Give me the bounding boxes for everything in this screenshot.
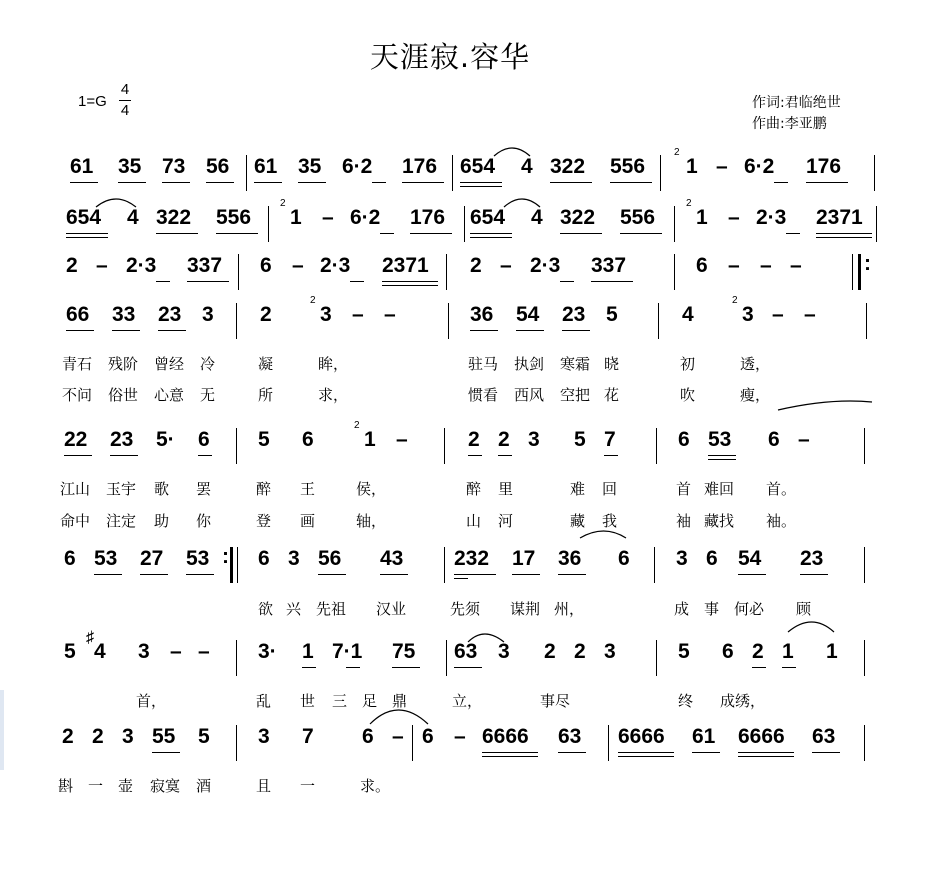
note-group: – [728,254,740,277]
lyric: 西风 [514,386,545,404]
note-group: 2 [470,254,482,277]
note-group: 3 [138,640,150,663]
note-group: 556 [620,206,656,229]
lyric: 世 [300,692,316,710]
note-group: – [760,254,772,277]
note-group: 75 [392,640,416,663]
lyric: 晓 [604,355,620,373]
lyric: 惯看 [468,386,499,404]
note-group: 5 [678,640,690,663]
lyric: 首 [676,480,692,498]
note-group: 6666 [738,725,785,748]
note-group: 2371 [382,254,429,277]
note-group: – [392,725,404,748]
note-group: 63 [812,725,836,748]
note-group: 3 [676,547,688,570]
lyric: 一 [88,777,104,795]
lyric: 不问 [62,386,93,404]
note-group: 322 [156,206,192,229]
lyric: 瘦， [740,386,771,404]
lyric: 斟 [58,777,74,795]
note-group: 1 [302,640,314,663]
note-group: 5 [574,428,586,451]
lyric: 罢 [196,480,212,498]
lyric: 汉业 [376,600,407,618]
note-group: 5 [258,428,270,451]
note-group: 556 [610,155,646,178]
note-group: 23 [562,303,586,326]
lyric: 何必 [734,600,765,618]
note-group: 2 [260,303,272,326]
grace-note: 2 [280,198,286,209]
note-group: 4 [682,303,694,326]
note-group: 5· [156,428,175,451]
note-group: 56 [318,547,342,570]
lyric: 你 [196,512,212,530]
lyric: 回 [602,480,618,498]
note-group: 3 [604,640,616,663]
note-group: 654 [470,206,506,229]
key-signature: 1=G [78,93,107,110]
note-group: 3· [258,640,277,663]
note-group: 6 [302,428,314,451]
lyric: 一 [300,777,316,795]
note-group: 2371 [816,206,863,229]
lyric: 命中 [60,512,91,530]
note-group: 2·3 [320,254,351,277]
note-group: 3 [528,428,540,451]
lyric: 谋荆 [510,600,541,618]
note-group: 63 [454,640,478,663]
note-group: 6 [706,547,718,570]
note-group: – [454,725,466,748]
lyric: 醉 [256,480,272,498]
note-group: 5 [198,725,210,748]
note-group: 1 [290,206,302,229]
note-group: 7 [604,428,616,451]
note-group: – [322,206,334,229]
lyric: 事 [704,600,720,618]
lyric: 注定 [106,512,137,530]
note-group: 1 [782,640,794,663]
lyric: 求。 [360,777,391,795]
grace-note: 2 [674,147,680,158]
note-group: – [384,303,396,326]
lyric: 州， [554,600,585,618]
lyric: 我 [602,512,618,530]
lyric: 轴， [356,512,387,530]
note-group: 22 [64,428,88,451]
lyric: 成 [674,600,690,618]
note-group: 6 [618,547,630,570]
note-group: 63 [558,725,582,748]
lyric: 侯， [356,480,387,498]
time-signature-bottom: 4 [120,102,130,119]
lyric: 曾经 [154,355,185,373]
lyric: 执剑 [514,355,545,373]
note-group: 232 [454,547,490,570]
note-group: 3 [122,725,134,748]
note-group: 1 [686,155,698,178]
note-group: – [292,254,304,277]
grace-note: 2 [310,295,316,306]
note-group: – [716,155,728,178]
time-signature-top: 4 [120,81,130,98]
note-group: 3 [258,725,270,748]
note-group: – [772,303,784,326]
note-group: – [798,428,810,451]
note-group: 6·2 [350,206,381,229]
note-group: 4 [521,155,533,178]
note-group: – [352,303,364,326]
lyric: 三 [332,692,348,710]
note-group: 54 [738,547,762,570]
lyric: 立， [452,692,483,710]
lyric: 藏找 [704,512,735,530]
grace-note: 2 [686,198,692,209]
lyric: 残阶 [108,355,139,373]
note-group: 176 [806,155,842,178]
note-group: 3 [288,547,300,570]
note-group: 6·2 [744,155,775,178]
lyric: 难 [570,480,586,498]
note-group: – [396,428,408,451]
note-group: 2·3 [756,206,787,229]
lyric: 藏 [570,512,586,530]
note-group: 6 [696,254,708,277]
lyric: 顾 [796,600,812,618]
note-group: 2 [62,725,74,748]
note-group: 3 [202,303,214,326]
note-group: 6666 [482,725,529,748]
note-group: 6 [768,428,780,451]
lyric: 花 [604,386,620,404]
note-group: 3 [498,640,510,663]
lyric: 驻马 [468,355,499,373]
lyric: 足 [362,692,378,710]
note-group: 55 [152,725,176,748]
note-group: 6 [64,547,76,570]
note-group: 7 [302,725,314,748]
lyric: 画 [300,512,316,530]
lyric: 登 [256,512,272,530]
note-group: 6 [258,547,270,570]
lyric: 玉宇 [106,480,137,498]
lyric: 所 [258,386,274,404]
note-group: 53 [94,547,118,570]
lyric: 心意 [154,386,185,404]
grace-note: 2 [732,295,738,306]
lyric: 王 [300,480,316,498]
lyric: 先祖 [316,600,347,618]
note-group: 1 [826,640,838,663]
lyric: 且 [256,777,272,795]
composer-credit: 作曲:李亚鹏 [752,116,827,132]
note-group: 43 [380,547,404,570]
note-group: 17 [512,547,536,570]
note-group: – [96,254,108,277]
note-group: 73 [162,155,186,178]
note-group: – [198,640,210,663]
note-group: 6 [678,428,690,451]
lyric: 助 [154,512,170,530]
lyric: 俗世 [108,386,139,404]
note-group: 3 [320,303,332,326]
note-group: 6 [422,725,434,748]
lyric: 眸， [318,355,349,373]
note-group: 5 [64,640,76,663]
lyric: 终 [678,692,694,710]
note-group: 556 [216,206,252,229]
note-group: 36 [558,547,582,570]
lyric: 寒霜 [560,355,591,373]
note-group: 2 [544,640,556,663]
note-group: 53 [186,547,210,570]
lyric: 袖。 [766,512,797,530]
note-group: 4 [127,206,139,229]
note-group: 35 [118,155,142,178]
note-group: 2 [92,725,104,748]
lyric: 无 [200,386,216,404]
lyric: 河 [498,512,514,530]
note-group: 322 [560,206,596,229]
lyric: 吹 [680,386,696,404]
note-group: 7·1 [332,640,363,663]
lyric: 寂寞 [150,777,181,795]
note-group: 5 [606,303,618,326]
lyric: 凝 [258,355,274,373]
note-group: – [500,254,512,277]
note-group: 27 [140,547,164,570]
note-group: – [728,206,740,229]
note-group: 61 [254,155,278,178]
note-group: 6 [722,640,734,663]
sharp-sign: ♯ [86,629,94,646]
lyric: 青石 [62,355,93,373]
lyric: 成绣， [720,692,766,710]
note-group: 6 [362,725,374,748]
note-group: 2·3 [126,254,157,277]
lyric: 兴 [286,600,302,618]
note-group: 35 [298,155,322,178]
note-group: – [804,303,816,326]
note-group: 6666 [618,725,665,748]
note-group: 654 [460,155,496,178]
lyric: 事尽 [540,692,571,710]
note-group: – [790,254,802,277]
note-group: – [170,640,182,663]
note-group: 654 [66,206,102,229]
lyric: 先须 [450,600,481,618]
lyric: 壶 [118,777,134,795]
lyric: 袖 [676,512,692,530]
lyric: 欲 [258,600,274,618]
note-group: 2 [66,254,78,277]
note-group: 6 [260,254,272,277]
note-group: 176 [402,155,438,178]
note-group: 54 [516,303,540,326]
repeat-dots: : [222,545,229,568]
note-group: 61 [70,155,94,178]
lyricist-credit: 作词:君临绝世 [752,95,841,111]
note-group: 2 [498,428,510,451]
lyric: 求， [318,386,349,404]
note-group: 66 [66,303,90,326]
note-group: 2 [752,640,764,663]
score-title: 天涯寂.容华 [369,40,531,74]
note-group: 3 [742,303,754,326]
note-group: 6·2 [342,155,373,178]
note-group: 53 [708,428,732,451]
lyric: 山 [466,512,482,530]
lyric: 酒 [196,777,212,795]
note-group: 2·3 [530,254,561,277]
note-group: 56 [206,155,230,178]
lyric: 首。 [766,480,797,498]
lyric: 冷 [200,355,216,373]
lyric: 乱 [256,692,272,710]
lyric: 难回 [704,480,735,498]
lyric: 鼎 [392,692,408,710]
note-group: 1 [364,428,376,451]
lyric: 透， [740,355,771,373]
lyric: 里 [498,480,514,498]
note-group: 337 [187,254,223,277]
note-group: 322 [550,155,586,178]
note-group: 176 [410,206,446,229]
lyric: 初 [680,355,696,373]
note-group: 4 [94,640,106,663]
grace-note: 2 [354,420,360,431]
note-group: 33 [112,303,136,326]
note-group: 4 [531,206,543,229]
note-group: 2 [468,428,480,451]
note-group: 337 [591,254,627,277]
note-group: 23 [800,547,824,570]
note-group: 6 [198,428,210,451]
note-group: 36 [470,303,494,326]
note-group: 23 [158,303,182,326]
note-group: 2 [574,640,586,663]
lyric: 醉 [466,480,482,498]
lyric: 江山 [60,480,91,498]
note-group: 61 [692,725,716,748]
lyric: 歌 [154,480,170,498]
repeat-dots: : [864,252,871,275]
lyric: 首， [136,692,167,710]
lyric: 空把 [560,386,591,404]
note-group: 23 [110,428,134,451]
note-group: 1 [696,206,708,229]
